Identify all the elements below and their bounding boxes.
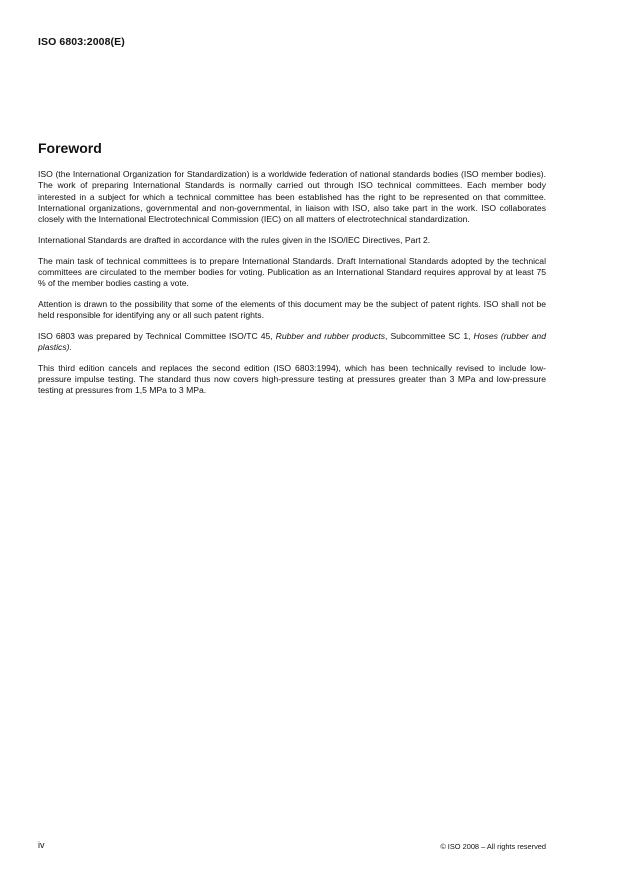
document-id: ISO 6803:2008(E) <box>38 36 125 48</box>
paragraph-committees: The main task of technical committees is to prepare International Standards. Draft International Standards adopted by the technical committees are circulated to the member bodies for voting. Publication as an International Standard requires approval by at least 75 % of the member bodies casting a vote. <box>38 255 546 289</box>
foreword-body <box>38 169 546 406</box>
paragraph-iso-intro: ISO (the International Organization for Standardization) is a worldwide federation of national standards bodies (ISO member bodies). The work of preparing International Standards is normally carried out through ISO technical committees. Each member body interested in a subject for which a technical committee has been established has the right to be represented on that committee. International organizations, governmental and non-governmental, in liaison with ISO, also take part in the work. ISO collaborates closely with the International Electrotechnical Commission (IEC) on all matters of electrotechnical standardization. <box>38 169 546 225</box>
subcommittee-title: Hoses (rubber and plastics). <box>38 330 546 353</box>
copyright-notice: © ISO 2008 – All rights reserved <box>440 842 546 851</box>
paragraph-prepared-by <box>38 331 546 354</box>
prepared-by-text-2: , Subcommittee SC 1, <box>385 330 474 341</box>
prepared-by-text-1: ISO 6803 was prepared by Technical Committee ISO/TC 45, <box>38 330 276 341</box>
paragraph-edition: This third edition cancels and replaces the second edition (ISO 6803:1994), which has been technically revised to include low-pressure impulse testing. The standard thus now covers high-pressure testing at pressures greater than 3 MPa and low-pressure testing at pressures from 1,5 MPa to 3 MPa. <box>38 362 546 396</box>
paragraph-directives: International Standards are drafted in accordance with the rules given in the ISO/IEC Directives, Part 2. <box>38 234 431 245</box>
section-title: Foreword <box>38 140 102 156</box>
page-number: iv <box>38 840 45 850</box>
committee-title: Rubber and rubber products <box>275 330 386 341</box>
paragraph-patent: Attention is drawn to the possibility that some of the elements of this document may be the subject of patent rights. ISO shall not be held responsible for identifying any or all such patent rights. <box>38 298 546 321</box>
